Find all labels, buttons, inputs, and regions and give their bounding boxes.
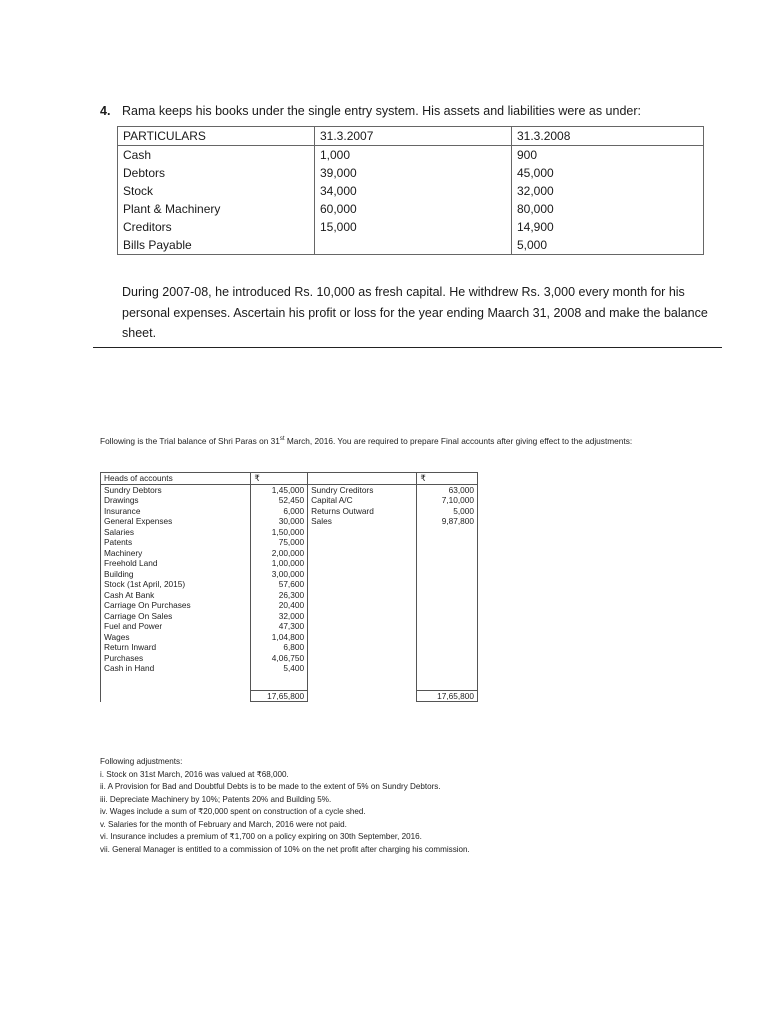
cell: Plant & Machinery bbox=[118, 200, 315, 218]
table-row bbox=[101, 653, 478, 664]
total-debit: 17,65,800 bbox=[251, 690, 308, 702]
cell bbox=[417, 558, 478, 569]
cell bbox=[417, 548, 478, 559]
cell bbox=[101, 690, 251, 702]
cell: Patents bbox=[101, 537, 251, 548]
intro-text-a: Following is the Trial balance of Shri Paras on 31 bbox=[100, 435, 280, 446]
cell: Cash At Bank bbox=[101, 590, 251, 601]
cell: 57,600 bbox=[251, 579, 308, 590]
cell: Bills Payable bbox=[118, 236, 315, 255]
table-row bbox=[101, 516, 478, 527]
cell: Returns Outward bbox=[308, 506, 417, 517]
adjustment-item: vi. Insurance includes a premium of ₹1,700 on a policy expiring on 30th September, 2016. bbox=[100, 832, 422, 841]
cell: 39,000 bbox=[315, 164, 512, 182]
adjustment-item: i. Stock on 31st March, 2016 was valued at ₹68,000. bbox=[100, 769, 289, 779]
total-credit: 17,65,800 bbox=[417, 690, 478, 702]
cell: 15,000 bbox=[315, 218, 512, 236]
table-header-row bbox=[101, 473, 478, 485]
cell: Machinery bbox=[101, 548, 251, 559]
cell: Drawings bbox=[101, 495, 251, 506]
cell bbox=[251, 674, 308, 691]
table-row bbox=[101, 611, 478, 622]
intro-text-b: March, 2016. You are required to prepare Final accounts after giving effect to the adjustments: bbox=[284, 435, 633, 446]
adjustment-item: ii. A Provision for Bad and Doubtful Debts is to be made to the extent of 5% on Sundry Debtors. bbox=[100, 782, 441, 791]
cell bbox=[308, 579, 417, 590]
cell bbox=[308, 632, 417, 643]
cell: 26,300 bbox=[251, 590, 308, 601]
cell: 80,000 bbox=[512, 200, 704, 218]
cell bbox=[417, 600, 478, 611]
cell bbox=[417, 579, 478, 590]
table-row bbox=[101, 632, 478, 643]
cell: 63,000 bbox=[417, 484, 478, 495]
cell bbox=[308, 590, 417, 601]
cell: 1,000 bbox=[315, 146, 512, 165]
divider bbox=[93, 347, 722, 348]
assets-liabilities-table bbox=[117, 126, 704, 255]
cell bbox=[308, 653, 417, 664]
cell bbox=[308, 548, 417, 559]
cell bbox=[308, 621, 417, 632]
cell: 9,87,800 bbox=[417, 516, 478, 527]
cell: 75,000 bbox=[251, 537, 308, 548]
cell: Cash bbox=[118, 146, 315, 165]
cell bbox=[308, 527, 417, 538]
cell: General Expenses bbox=[101, 516, 251, 527]
header-particulars: PARTICULARS bbox=[118, 127, 315, 146]
cell: 1,04,800 bbox=[251, 632, 308, 643]
adjustments-title: Following adjustments: bbox=[100, 757, 183, 766]
trial-balance-table bbox=[100, 472, 478, 702]
cell bbox=[308, 600, 417, 611]
cell bbox=[308, 663, 417, 674]
cell: 5,400 bbox=[251, 663, 308, 674]
cell: Stock bbox=[118, 182, 315, 200]
cell bbox=[417, 621, 478, 632]
intro-superscript: st bbox=[279, 436, 285, 442]
table-row bbox=[118, 218, 704, 236]
cell: 14,900 bbox=[512, 218, 704, 236]
trial-balance-intro bbox=[100, 433, 670, 447]
table-header-row bbox=[118, 127, 704, 146]
cell: Insurance bbox=[101, 506, 251, 517]
table-row bbox=[101, 590, 478, 601]
table-row bbox=[101, 527, 478, 538]
cell: 7,10,000 bbox=[417, 495, 478, 506]
adjustment-item: iii. Depreciate Machinery by 10%; Patents 20% and Building 5%. bbox=[100, 794, 332, 804]
cell bbox=[308, 558, 417, 569]
table-row bbox=[101, 579, 478, 590]
table-row bbox=[101, 495, 478, 506]
adjustment-item: iv. Wages include a sum of ₹20,000 spent on construction of a cycle shed. bbox=[100, 807, 366, 816]
cell: 4,06,750 bbox=[251, 653, 308, 664]
cell: Carriage On Purchases bbox=[101, 600, 251, 611]
table-row bbox=[118, 236, 704, 255]
header-rupee-left: ₹ bbox=[251, 473, 308, 485]
cell bbox=[308, 690, 417, 702]
table-row bbox=[101, 600, 478, 611]
cell bbox=[417, 632, 478, 643]
cell bbox=[308, 537, 417, 548]
cell bbox=[417, 674, 478, 691]
cell: Debtors bbox=[118, 164, 315, 182]
question-paragraph: During 2007-08, he introduced Rs. 10,000 as fresh capital. He withdrew Rs. 3,000 every month for his personal expenses. Ascertain his profit or loss for the year ending Maarch 31, 2008 and make the balance sheet. bbox=[122, 285, 708, 340]
table-row bbox=[118, 146, 704, 165]
table-row bbox=[101, 548, 478, 559]
cell: Fuel and Power bbox=[101, 621, 251, 632]
cell bbox=[308, 569, 417, 580]
cell: 34,000 bbox=[315, 182, 512, 200]
cell bbox=[308, 674, 417, 691]
cell: Freehold Land bbox=[101, 558, 251, 569]
table-row bbox=[118, 200, 704, 218]
adjustment-item: vii. General Manager is entitled to a commission of 10% on the net profit after charging his commission. bbox=[100, 844, 470, 854]
cell: Capital A/C bbox=[308, 495, 417, 506]
cell: 5,000 bbox=[417, 506, 478, 517]
cell: Wages bbox=[101, 632, 251, 643]
cell: Return Inward bbox=[101, 642, 251, 653]
cell: Sales bbox=[308, 516, 417, 527]
cell: Sundry Debtors bbox=[101, 484, 251, 495]
spacer-row bbox=[101, 674, 478, 691]
table-row bbox=[118, 182, 704, 200]
table-row bbox=[101, 569, 478, 580]
question-number: 4. bbox=[100, 104, 111, 118]
cell: 60,000 bbox=[315, 200, 512, 218]
cell: Carriage On Sales bbox=[101, 611, 251, 622]
trial-balance-body bbox=[101, 484, 478, 674]
cell: 6,800 bbox=[251, 642, 308, 653]
header-blank bbox=[308, 473, 417, 485]
table-row bbox=[101, 506, 478, 517]
cell: Creditors bbox=[118, 218, 315, 236]
cell bbox=[308, 642, 417, 653]
cell bbox=[417, 537, 478, 548]
cell: 32,000 bbox=[251, 611, 308, 622]
cell: 2,00,000 bbox=[251, 548, 308, 559]
header-2007: 31.3.2007 bbox=[315, 127, 512, 146]
cell: 1,00,000 bbox=[251, 558, 308, 569]
cell bbox=[417, 527, 478, 538]
cell: 47,300 bbox=[251, 621, 308, 632]
table-row bbox=[101, 484, 478, 495]
cell bbox=[308, 611, 417, 622]
table-row bbox=[101, 621, 478, 632]
question-heading bbox=[100, 104, 740, 122]
adjustment-item: v. Salaries for the month of February and March, 2016 were not paid. bbox=[100, 819, 347, 829]
cell: Sundry Creditors bbox=[308, 484, 417, 495]
cell bbox=[417, 653, 478, 664]
cell bbox=[417, 590, 478, 601]
cell: 900 bbox=[512, 146, 704, 165]
question-4 bbox=[100, 104, 740, 122]
cell: 1,50,000 bbox=[251, 527, 308, 538]
cell: 30,000 bbox=[251, 516, 308, 527]
cell: Building bbox=[101, 569, 251, 580]
header-heads: Heads of accounts bbox=[101, 473, 251, 485]
cell: 5,000 bbox=[512, 236, 704, 255]
header-rupee-right: ₹ bbox=[417, 473, 478, 485]
cell bbox=[417, 611, 478, 622]
cell: Salaries bbox=[101, 527, 251, 538]
table-row bbox=[101, 558, 478, 569]
cell bbox=[417, 569, 478, 580]
table-row bbox=[101, 537, 478, 548]
cell: 3,00,000 bbox=[251, 569, 308, 580]
cell: 20,400 bbox=[251, 600, 308, 611]
cell: 52,450 bbox=[251, 495, 308, 506]
total-row bbox=[101, 690, 478, 702]
cell: 1,45,000 bbox=[251, 484, 308, 495]
cell: Purchases bbox=[101, 653, 251, 664]
cell bbox=[417, 642, 478, 653]
cell: 45,000 bbox=[512, 164, 704, 182]
cell: Stock (1st April, 2015) bbox=[101, 579, 251, 590]
table-row bbox=[101, 663, 478, 674]
cell bbox=[315, 236, 512, 255]
cell: 6,000 bbox=[251, 506, 308, 517]
question-text: Rama keeps his books under the single entry system. His assets and liabilities were as under: bbox=[122, 104, 642, 118]
table-row bbox=[101, 642, 478, 653]
cell: Cash in Hand bbox=[101, 663, 251, 674]
header-2008: 31.3.2008 bbox=[512, 127, 704, 146]
cell bbox=[101, 674, 251, 691]
table-row bbox=[118, 164, 704, 182]
cell: 32,000 bbox=[512, 182, 704, 200]
cell bbox=[417, 663, 478, 674]
adjustments bbox=[100, 756, 660, 856]
